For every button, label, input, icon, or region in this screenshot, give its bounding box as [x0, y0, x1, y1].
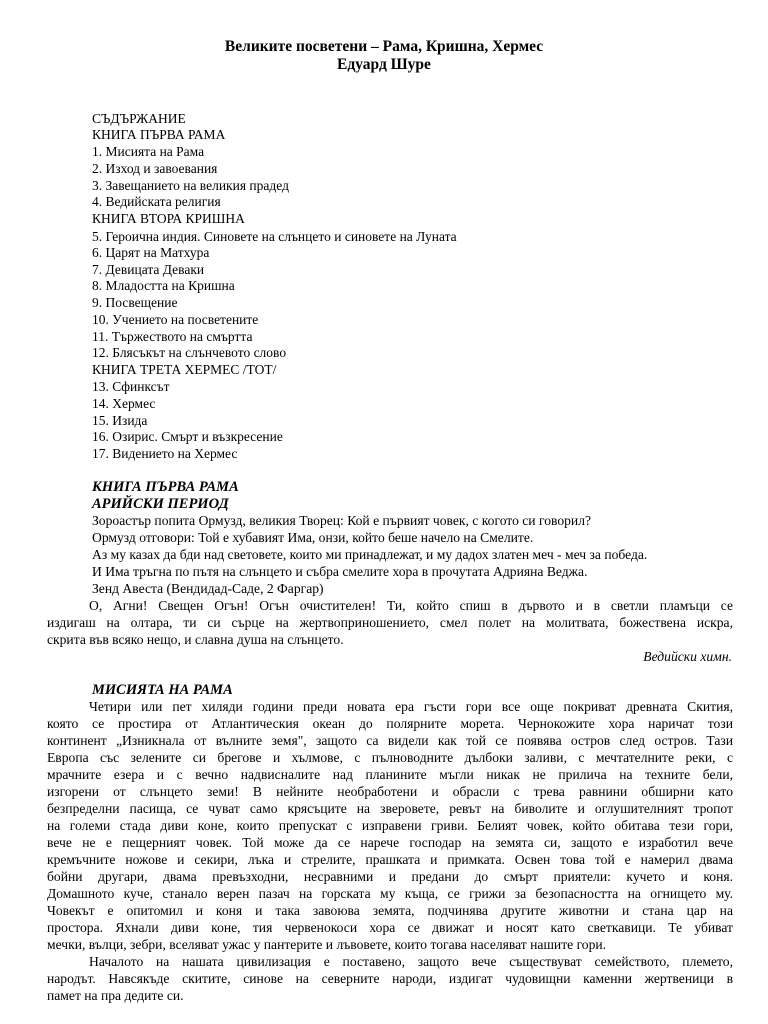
epigraph-line: Аз му казах да бди над световете, които ми принадлежат, и му дадох златен меч - меч за победа.	[92, 547, 648, 562]
toc-item: 5. Героична индия. Синовете на слънцето и синовете на Луната	[92, 229, 457, 244]
toc-item: 13. Сфинксът	[92, 379, 170, 394]
paragraph-line: мрачните езера и с вечно надвисналите над планините мъгли никак не прилича на техните бели,	[47, 767, 733, 782]
paragraph-line: мечки, вълци, зебри, вселяват ужас у пантерите и лъвовете, които тогава населяват нашите гори.	[47, 937, 607, 952]
paragraph-line: изгорени от слънцето земи! В нейните необработени и обрасли с трева равнини обширни като	[47, 784, 733, 799]
toc-item: 7. Девицата Деваки	[92, 262, 205, 277]
section-heading: МИСИЯТА НА РАМА	[92, 682, 233, 698]
hymn-line: скрита във всяко нещо, и славна душа на слънцето.	[47, 632, 344, 647]
hymn-source: Ведийски химн.	[643, 649, 732, 664]
toc-item: 4. Ведийската религия	[92, 194, 221, 209]
toc-item: 3. Завещанието на великия прадед	[92, 178, 289, 193]
paragraph-line: вече не е пещерният човек. Той може да се нарече господар на земята си, защото е изработил вече	[47, 835, 733, 850]
document-author: Едуард Шуре	[337, 56, 431, 73]
toc-item: 16. Озирис. Смърт и възкресение	[92, 429, 283, 444]
toc-item: 8. Младостта на Кришна	[92, 278, 235, 293]
toc-item: 17. Видението на Хермес	[92, 446, 238, 461]
toc-book-two: КНИГА ВТОРА КРИШНА	[92, 211, 245, 226]
paragraph-line: Европа със зелените си брегове и хълмове, с пълноводните дълбоки заливи, с мечтателните реки, с	[47, 750, 733, 765]
paragraph-line: простора. Яхнали диви коне, тия червенокоси хора се движат и носят като светкавици. Те убиват	[47, 920, 733, 935]
paragraph-line: Началото на нашата цивилизация е поставено, защото вече съществуват семейството, племето,	[89, 954, 733, 969]
toc-item: 9. Посвещение	[92, 295, 178, 310]
paragraph-line: бойни другари, двама превъзходни, несравними и предани до смърт приятели: кучето и коня.	[47, 869, 733, 884]
toc-item: 1. Мисията на Рама	[92, 144, 205, 159]
toc-book-three: КНИГА ТРЕТА ХЕРМЕС /ТОТ/	[92, 362, 277, 377]
toc-item: 15. Изида	[92, 413, 148, 428]
paragraph-line: която се простира от Атлантическия океан до полярните морета. Чернокожите хора наричат този	[47, 716, 733, 731]
paragraph-line: кремъчните ножове и секири, лъка и стрелите, прашката и примката. Освен това той е намерил двама	[47, 852, 733, 867]
paragraph-line: Домашното куче, станало верен пазач на горската му къща, се грижи за безопасността на огнището му.	[47, 886, 733, 901]
toc-item: 11. Тържеството на смъртта	[92, 329, 253, 344]
document-title: Великите посветени – Рама, Кришна, Хермес	[224, 38, 544, 55]
epigraph-line: И Има тръгна по пътя на слънцето и събра смелите хора в прочутата Адрияна Веджа.	[92, 564, 588, 579]
epigraph-line: Зороастър попита Ормузд, великия Творец: Кой е първият човек, с когото си говорил?	[92, 513, 592, 528]
toc-heading: СЪДЪРЖАНИЕ	[92, 111, 186, 126]
toc-item: 2. Изход и завоевания	[92, 161, 218, 176]
paragraph-line: Четири или пет хиляди години преди новата ера гъсти гори все още покриват древната Скития,	[89, 699, 733, 714]
toc-item: 12. Блясъкът на слънчевото слово	[92, 345, 287, 360]
paragraph-line: народът. Навсякъде скитите, синове на северните народи, издигат чудовищни каменни жертвеници в	[47, 971, 733, 986]
hymn-line: издигаш на олтара, ти си сърце на жертвоприношението, смел полет на молитвата, божествена искра,	[47, 615, 733, 630]
section-subheading: АРИЙСКИ ПЕРИОД	[92, 496, 229, 512]
paragraph-line: на големи стада диви коне, които препускат с изправени гриви. Белият човек, който обитава тези гори,	[47, 818, 733, 833]
paragraph-line: континент „Изникнала от вълните земя", защото са видели как той се появява остров след остров. Тази	[47, 733, 733, 748]
paragraph-line: памет на пра дедите си.	[47, 988, 184, 1003]
epigraph-line: Ормузд отговори: Той е хубавият Има, онзи, който беше начело на Смелите.	[92, 530, 534, 545]
section-heading: КНИГА ПЪРВА РАМА	[92, 479, 239, 495]
epigraph-source: Зенд Авеста (Вендидад-Саде, 2 Фаргар)	[92, 581, 324, 596]
hymn-line: О, Агни! Свещен Огън! Огън очистителен! Ти, който спиш в дървото и в светли пламъци се	[89, 598, 733, 613]
toc-item: 14. Хермес	[92, 396, 156, 411]
toc-item: 10. Учението на посветените	[92, 312, 259, 327]
paragraph-line: Човекът е опитомил и коня и така завоюва земята, подчинява другите животни и стана цар на	[47, 903, 733, 918]
toc-item: 6. Царят на Матхура	[92, 245, 210, 260]
paragraph-line: безпределни пасища, се чуват само крясъците на зверовете, ревът на биволите и оглушителният тропот	[47, 801, 733, 816]
toc-book-one: КНИГА ПЪРВА РАМА	[92, 127, 226, 142]
